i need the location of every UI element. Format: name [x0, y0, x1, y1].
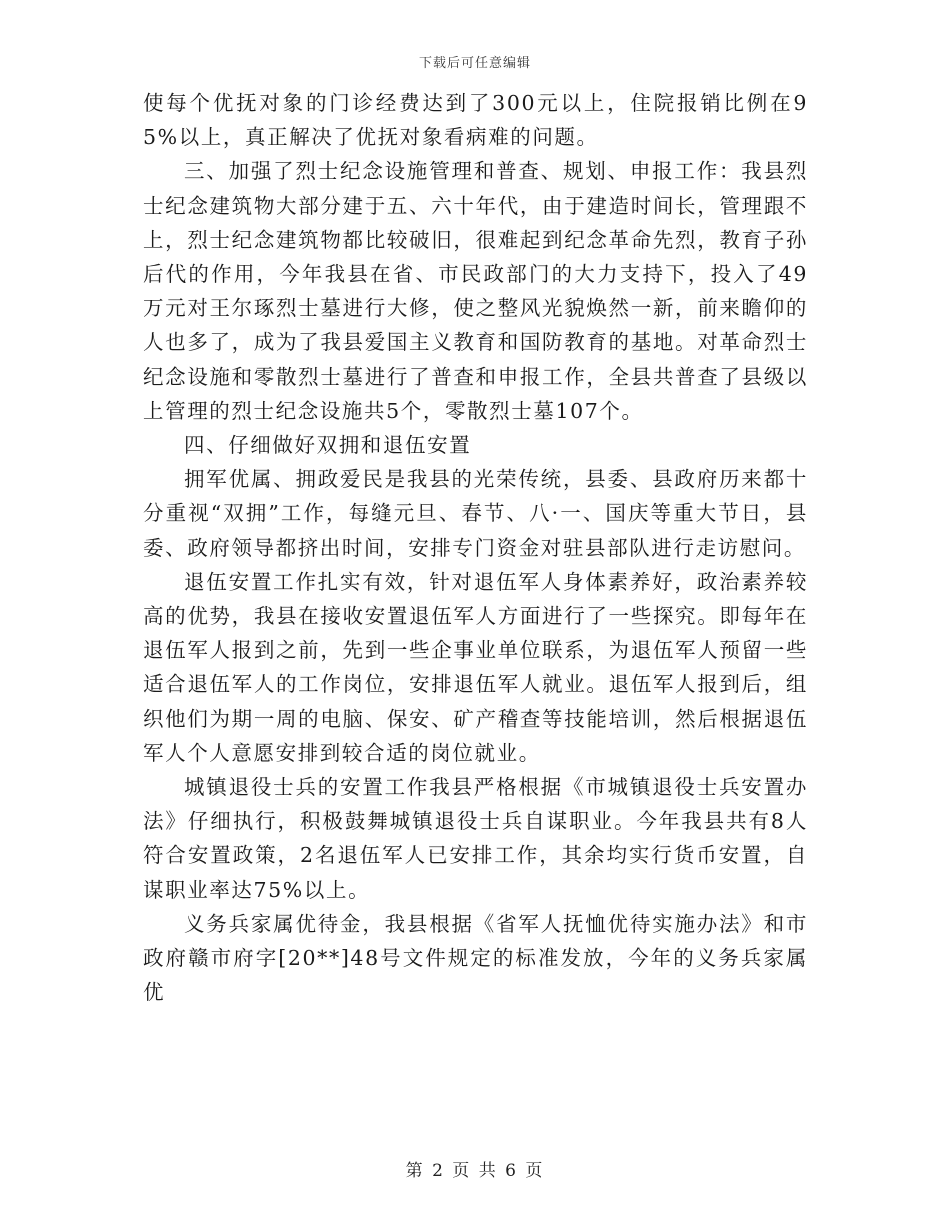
paragraph-continuation: 使每个优抚对象的门诊经费达到了300元以上，住院报销比例在95%以上，真正解决了优抚对象看病难的问题。 [143, 91, 808, 150]
paragraph-section-three: 三、加强了烈士纪念设施管理和普查、规划、申报工作：我县烈士纪念建筑物大部分建于五、六十年代，由于建造时间长，管理跟不上，烈士纪念建筑物都比较破旧，很难起到纪念革命先烈，教育子孙后代的作用，今年我县在省、市民政部门的大力支持下，投入了49万元对王尔琢烈士墓进行大修，使之整风光貌焕然一新，前来瞻仰的人也多了，成为了我县爱国主义教育和国防教育的基地。对革命烈士纪念设施和零散烈士墓进行了普查和申报工作，全县共普查了县级以上管理的烈士纪念设施共5个，零散烈士墓107个。 [143, 159, 808, 423]
paragraph-urban-veterans: 城镇退役士兵的安置工作我县严格根据《市城镇退役士兵安置办法》仔细执行，积极鼓舞城镇退役士兵自谋职业。今年我县共有8人符合安置政策，2名退伍军人已安排工作，其余均实行货币安置，自谋职业率达75%以上。 [143, 775, 808, 902]
paragraph-double-support: 拥军优属、拥政爱民是我县的光荣传统，县委、县政府历来都十分重视“双拥”工作，每缝元旦、春节、八·一、国庆等重大节日，县委、政府领导都挤出时间，安排专门资金对驻县部队进行走访慰问。 [143, 467, 808, 560]
paragraph-veteran-placement: 退伍安置工作扎实有效，针对退伍军人身体素养好，政治素养较高的优势，我县在接收安置退伍军人方面进行了一些探究。即每年在退伍军人报到之前，先到一些企事业单位联系，为退伍军人预留一些适合退伍军人的工作岗位，安排退伍军人就业。退伍军人报到后，组织他们为期一周的电脑、保安、矿产稽查等技能培训，然后根据退伍军人个人意愿安排到较合适的岗位就业。 [143, 569, 808, 765]
paragraph-family-allowance: 义务兵家属优待金，我县根据《省军人抚恤优待实施办法》和市政府赣市府字[20**]48号文件规定的标准发放，今年的义务兵家属优 [143, 911, 808, 1005]
document-body [143, 86, 808, 1009]
page-number: 第 2 页 共 6 页 [405, 1161, 545, 1181]
page-header-note: 下载后可任意编辑 [418, 56, 531, 71]
section-heading-four: 四、仔细做好双拥和退伍安置 [184, 433, 472, 458]
